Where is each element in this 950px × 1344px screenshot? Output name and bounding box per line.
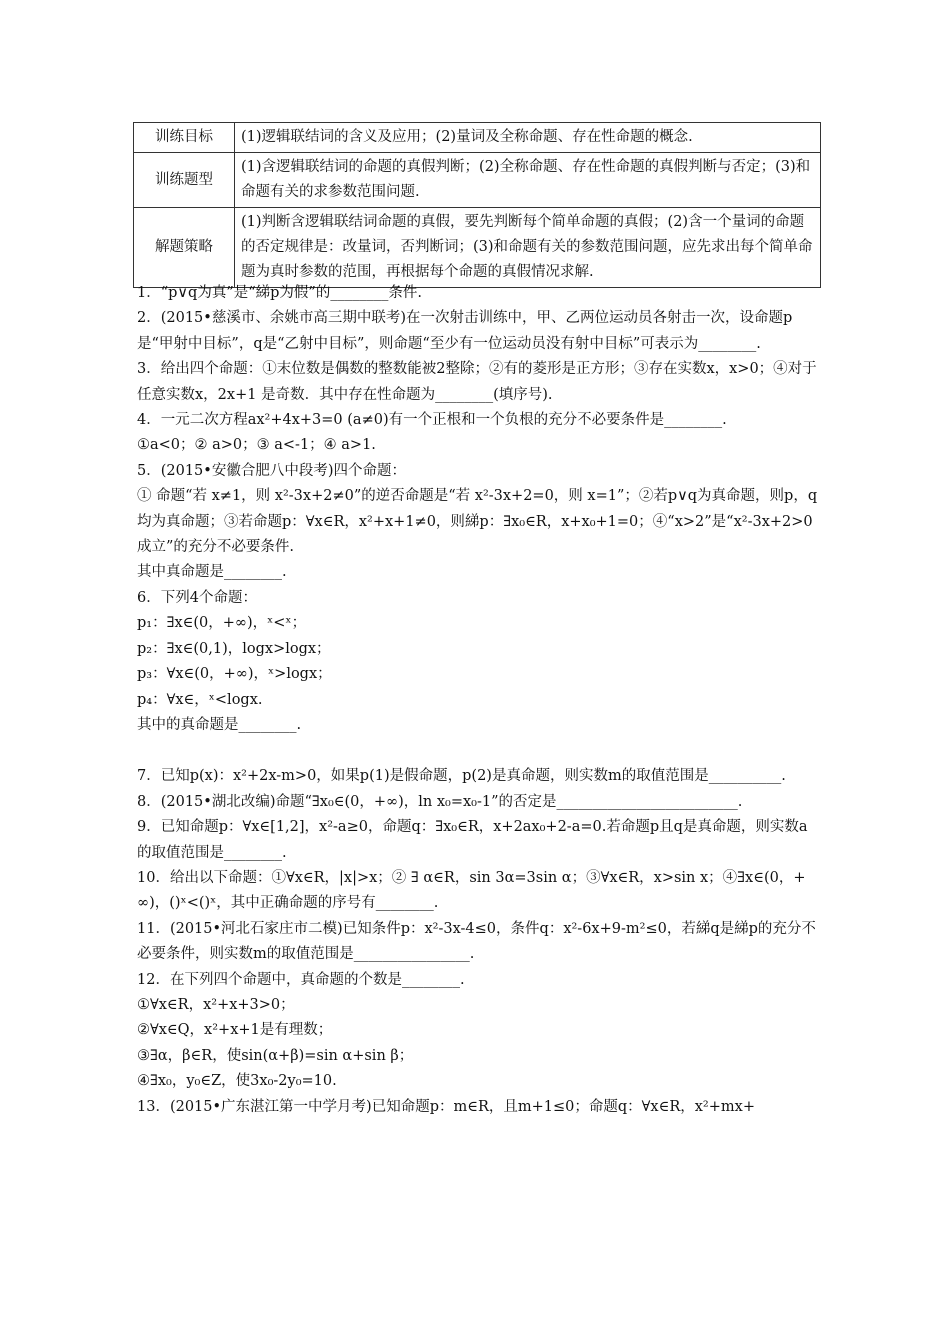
table-text: (1)逻辑联结词的含义及应用；(2)量词及全称命题、存在性命题的概念. <box>235 123 821 153</box>
question-12-item-3: ③∃α，β∈R，使sin(α+β)=sin α+sin β； <box>137 1047 414 1064</box>
spacer <box>137 738 821 764</box>
question-list <box>137 281 821 1120</box>
question-10: 10．给出以下命题：①∀x∈R，|x|>x；② ∃ α∈R，sin 3α=3sin α；③∀x∈R，x>sin x；④∃x∈(0，+∞)，()ˣ<()ˣ，其中正确命题的序号有________. <box>137 869 806 912</box>
question-7: 7．已知p(x)：x²+2x-m>0，如果p(1)是假命题，p(2)是真命题，则实数m的取值范围是__________. <box>137 768 786 785</box>
question-2: 2．(2015•慈溪市、余姚市高三期中联考)在一次射击训练中，甲、乙两位运动员各射击一次，设命题p是“甲射中目标”，q是“乙射中目标”，则命题“至少有一位运动员没有射中目标”可表示为________. <box>137 310 793 352</box>
training-info-table <box>133 122 821 288</box>
table-row <box>134 208 821 288</box>
table-row <box>134 123 821 153</box>
question-12-item-2: ②∀x∈Q，x²+x+1是有理数； <box>137 1022 333 1039</box>
table-text: (1)含逻辑联结词的命题的真假判断；(2)全称命题、存在性命题的真假判断与否定；(3)和命题有关的求参数范围问题. <box>235 153 821 208</box>
question-6: 6．下列4个命题： <box>137 589 257 606</box>
question-4: 4．一元二次方程ax²+4x+3=0 (a≠0)有一个正根和一个负根的充分不必要条件是________. <box>137 412 727 429</box>
question-9: 9．已知命题p：∀x∈[1,2]，x²-a≥0，命题q：∃x₀∈R，x+2ax₀+2-a=0.若命题p且q是真命题，则实数a的取值范围是________. <box>137 819 808 861</box>
table-text: (1)判断含逻辑联结词命题的真假，要先判断每个简单命题的真假；(2)含一个量词的命题的否定规律是：改量词，否判断词；(3)和命题有关的参数范围问题，应先求出每个简单命题为真时参数的范围，再根据每个命题的真假情况求解. <box>235 208 821 288</box>
question-1: 1．“p∨q为真”是“綈p为假”的________条件. <box>137 285 422 301</box>
question-6-p3: p₃：∀x∈(0，+∞)，ˣ>logx； <box>137 666 332 683</box>
question-12: 12．在下列四个命题中，真命题的个数是________. <box>137 971 465 988</box>
question-5-body: ① 命题“若 x≠1，则 x²-3x+2≠0”的逆否命题是“若 x²-3x+2=0，则 x=1”；②若p∨q为真命题，则p，q均为真命题；③若命题p：∀x∈R，x²+x+1≠0，则綈p：∃x₀∈R，x+x₀+1=0；④“x>2”是“x²-3x+2>0成立”的充分不必要条件. <box>137 488 818 556</box>
question-6-p2: p₂：∃x∈(0,1)，logx>logx； <box>137 640 331 657</box>
table-label: 解题策略 <box>134 208 235 288</box>
question-12-item-1: ①∀x∈R，x²+x+3>0； <box>137 996 295 1013</box>
question-13: 13．(2015•广东湛江第一中学月考)已知命题p：m∈R，且m+1≤0；命题q：∀x∈R，x²+mx+ <box>137 1098 755 1115</box>
question-6-ask: 其中的真命题是________. <box>137 716 302 733</box>
question-5-ask: 其中真命题是________. <box>137 564 287 581</box>
table-row <box>134 153 821 208</box>
question-6-p4: p₄：∀x∈，ˣ<logx. <box>137 691 263 708</box>
question-6-p1: p₁：∃x∈(0，+∞)，ˣ<ˣ； <box>137 615 307 632</box>
question-11: 11．(2015•河北石家庄市二模)已知条件p：x²-3x-4≤0，条件q：x²-6x+9-m²≤0，若綈q是綈p的充分不必要条件，则实数m的取值范围是________________. <box>137 920 816 963</box>
table-label: 训练题型 <box>134 153 235 208</box>
question-12-item-4: ④∃x₀，y₀∈Z，使3x₀-2y₀=10. <box>137 1073 337 1090</box>
question-5: 5．(2015•安徽合肥八中段考)四个命题： <box>137 462 406 479</box>
question-3: 3．给出四个命题：①末位数是偶数的整数能被2整除；②有的菱形是正方形；③存在实数x，x>0；④对于任意实数x，2x+1 是奇数．其中存在性命题为________(填序号). <box>137 361 817 403</box>
question-4-options: ①a<0；② a>0；③ a<-1；④ a>1. <box>137 437 376 454</box>
table-label: 训练目标 <box>134 123 235 153</box>
question-8: 8．(2015•湖北改编)命题“∃x₀∈(0，+∞)，ln x₀=x₀-1”的否定是_________________________. <box>137 793 743 810</box>
